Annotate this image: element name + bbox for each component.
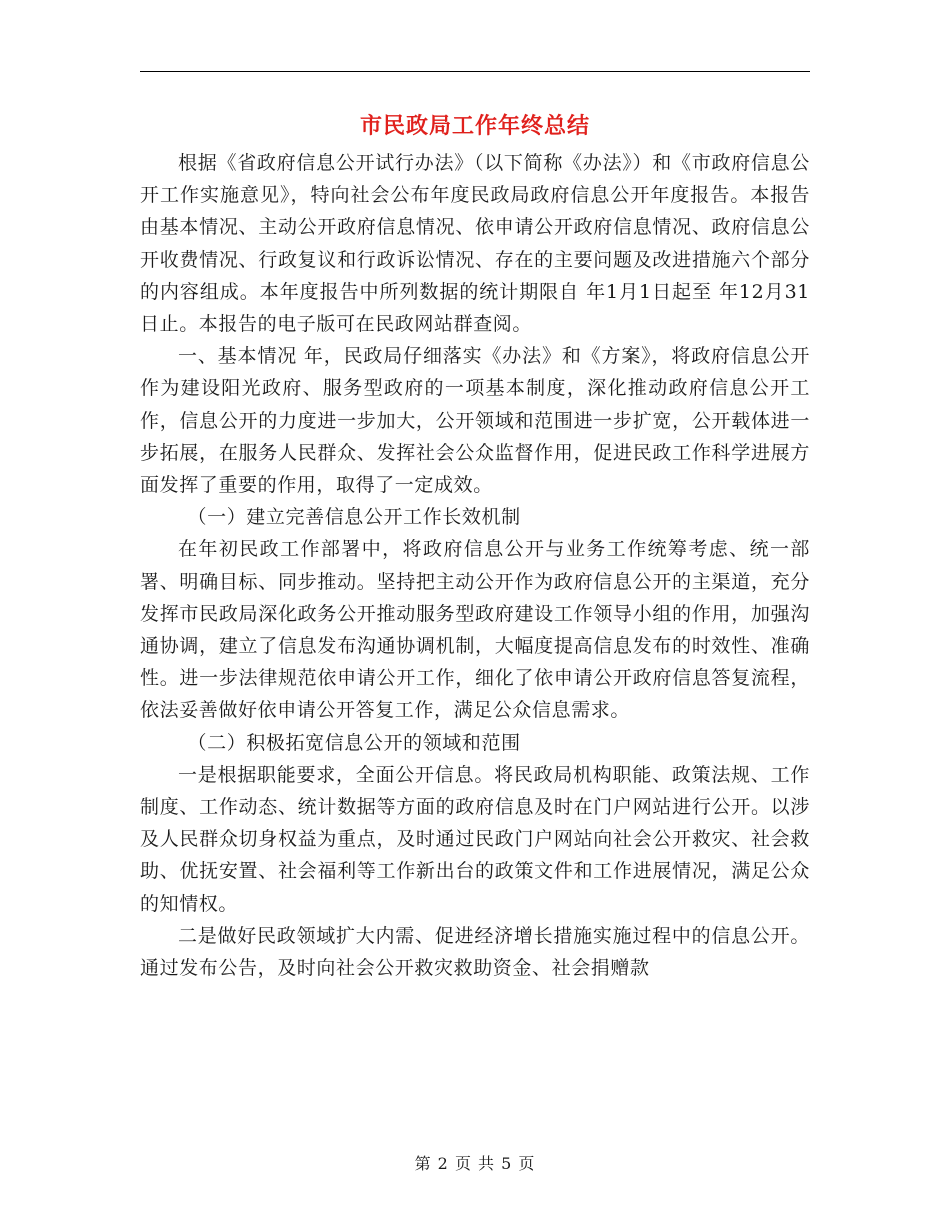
page-number-footer: 第 2 页 共 5 页 [414, 1154, 536, 1173]
header-rule [140, 71, 810, 72]
document-body [140, 147, 810, 984]
paragraph-scope-2: 二是做好民政领域扩大内需、促进经济增长措施实施过程中的信息公开。通过发布公告，及时向社会公开救灾救助资金、社会捐赠款 [140, 924, 810, 980]
section-heading-1: （一）建立完善信息公开工作长效机制 [187, 506, 521, 529]
paragraph-intro: 根据《省政府信息公开试行办法》（以下简称《办法》）和《市政府信息公开工作实施意见》，特向社会公布年度民政局政府信息公开年度报告。本报告由基本情况、主动公开政府信息情况、依申请公开政府信息情况、政府信息公开收费情况、行政复议和行政诉讼情况、存在的主要问题及改进措施六个部分的内容组成。本年度报告中所列数据的统计期限自 年1月1日起至 年12月31日止。本报告的电子版可在民政网站群查阅。 [140, 152, 810, 336]
document-title: 市民政局工作年终总结 [359, 113, 590, 139]
paragraph-mechanism: 在年初民政工作部署中，将政府信息公开与业务工作统筹考虑、统一部署、明确目标、同步推动。坚持把主动公开作为政府信息公开的主渠道，充分发挥市民政局深化政务公开推动服务型政府建设工作领导小组的作用，加强沟通协调，建立了信息发布沟通协调机制，大幅度提高信息发布的时效性、准确性。进一步法律规范依申请公开工作，细化了依申请公开政府信息答复流程，依法妥善做好依申请公开答复工作，满足公众信息需求。 [140, 538, 810, 722]
section-heading-2: （二）积极拓宽信息公开的领域和范围 [187, 731, 521, 754]
paragraph-basic-situation: 一、基本情况 年，民政局仔细落实《办法》和《方案》，将政府信息公开作为建设阳光政府、服务型政府的一项基本制度，深化推动政府信息公开工作，信息公开的力度进一步加大，公开领域和范围进一步扩宽，公开载体进一步拓展，在服务人民群众、发挥社会公众监督作用，促进民政工作科学进展方面发挥了重要的作用，取得了一定成效。 [140, 345, 810, 497]
paragraph-scope-1: 一是根据职能要求，全面公开信息。将民政局机构职能、政策法规、工作制度、工作动态、统计数据等方面的政府信息及时在门户网站进行公开。以涉及人民群众切身权益为重点，及时通过民政门户网站向社会公开救灾、社会救助、优抚安置、社会福利等工作新出台的政策文件和工作进展情况，满足公众的知情权。 [140, 763, 810, 915]
